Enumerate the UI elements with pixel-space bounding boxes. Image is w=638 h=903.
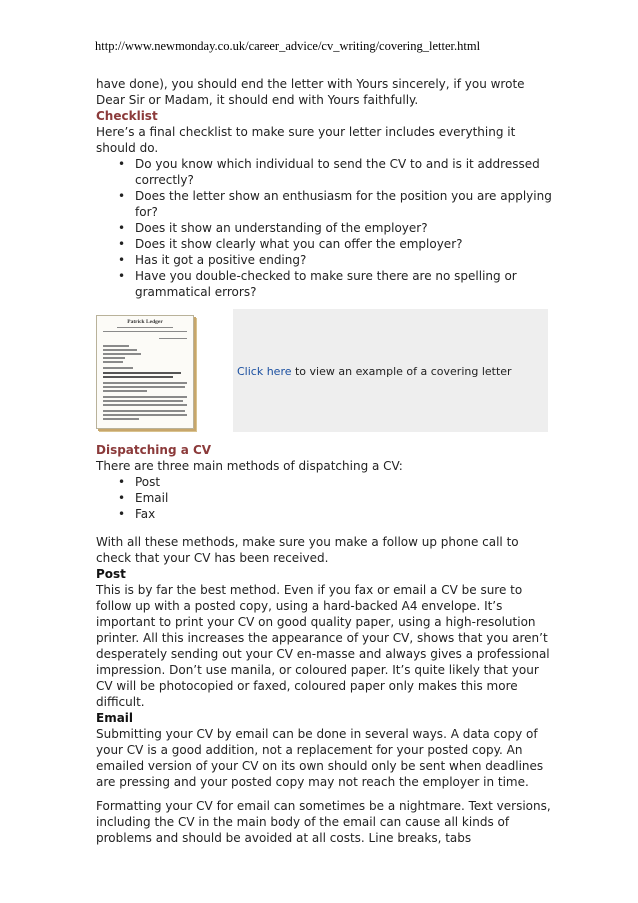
thumbnail-line <box>103 386 185 388</box>
thumbnail-line <box>103 382 187 384</box>
post-paragraph: This is by far the best method. Even if you fax or email a CV be sure to follow up with a posted copy, using a hard-backed A4 envelope. It’s important to print your CV on good quality paper, using a high-resolution printer. All this increases the appearance of your CV, shows that you aren’t desperately sending out your CV en-masse and always gives a professional impression. Don’t use manila, or coloured paper. It’s quite likely that your CV will be photocopied or faxed, coloured paper only makes this more difficult. <box>96 583 550 709</box>
thumbnail-line <box>103 349 137 351</box>
list-item: • Email <box>96 490 556 506</box>
thumbnail-line <box>103 418 139 420</box>
example-link-panel <box>233 309 548 432</box>
thumbnail-line <box>103 400 183 402</box>
example-link-text <box>237 364 512 380</box>
post-heading: Post <box>96 567 126 581</box>
thumbnail-line <box>103 404 187 406</box>
thumbnail-name: Patrick Ledger <box>127 319 163 325</box>
thumbnail-line <box>103 361 123 363</box>
thumbnail-line <box>103 353 141 355</box>
thumbnail-line <box>103 367 133 369</box>
thumbnail-line <box>103 357 125 359</box>
follow-up-paragraph: With all these methods, make sure you make a follow up phone call to check that your CV has been received. <box>96 535 519 565</box>
thumbnail-line <box>103 414 187 416</box>
example-link-suffix: to view an example of a covering letter <box>291 365 512 378</box>
dispatching-heading: Dispatching a CV <box>96 443 212 457</box>
email-paragraph-1: Submitting your CV by email can be done in several ways. A data copy of your CV is a good addition, not a replacement for your posted copy. An emailed version of your CV on its own should only be sent when deadlines are pressing and your posted copy may not reach the employer in time. <box>96 727 544 789</box>
covering-letter-example <box>96 309 548 432</box>
article-body <box>96 76 556 846</box>
checklist-list <box>96 156 556 300</box>
checklist-lead: Here’s a final checklist to make sure your letter includes everything it should do. <box>96 125 516 155</box>
covering-letter-thumbnail[interactable] <box>96 315 194 429</box>
email-paragraph-2: Formatting your CV for email can sometimes be a nightmare. Text versions, including the CV in the main body of the email can cause all kinds of problems and should be avoided at all costs. Line breaks, tabs <box>96 799 551 845</box>
thumbnail-line <box>117 327 173 328</box>
thumbnail-line <box>103 331 187 332</box>
thumbnail-line <box>103 396 187 398</box>
thumbnail-line <box>103 390 147 392</box>
intro-paragraph: have done), you should end the letter with Yours sincerely, if you wrote Dear Sir or Madam, it should end with Yours faithfully. <box>96 77 525 107</box>
dispatching-lead: There are three main methods of dispatching a CV: <box>96 459 403 473</box>
thumbnail-line <box>103 376 173 378</box>
thumbnail-line <box>103 410 185 412</box>
page-url-header: http://www.newmonday.co.uk/career_advice/cv_writing/covering_letter.html <box>95 39 481 53</box>
list-item: • Has it got a positive ending? <box>96 252 556 268</box>
dispatch-methods-list <box>96 474 556 522</box>
thumbnail-line <box>159 338 187 339</box>
list-item: • Does it show an understanding of the employer? <box>96 220 556 236</box>
email-heading: Email <box>96 711 134 725</box>
list-item: • Fax <box>96 506 556 522</box>
thumbnail-line <box>103 372 181 374</box>
list-item: • Post <box>96 474 556 490</box>
checklist-heading: Checklist <box>96 109 158 123</box>
list-item: • Does it show clearly what you can offer the employer? <box>96 236 556 252</box>
thumbnail-line <box>103 345 129 347</box>
click-here-link[interactable]: Click here <box>237 365 292 378</box>
list-item: • Does the letter show an enthusiasm for the position you are applying for? <box>96 188 556 220</box>
list-item: • Do you know which individual to send the CV to and is it addressed correctly? <box>96 156 556 188</box>
list-item: • Have you double-checked to make sure there are no spelling or grammatical errors? <box>96 268 556 300</box>
